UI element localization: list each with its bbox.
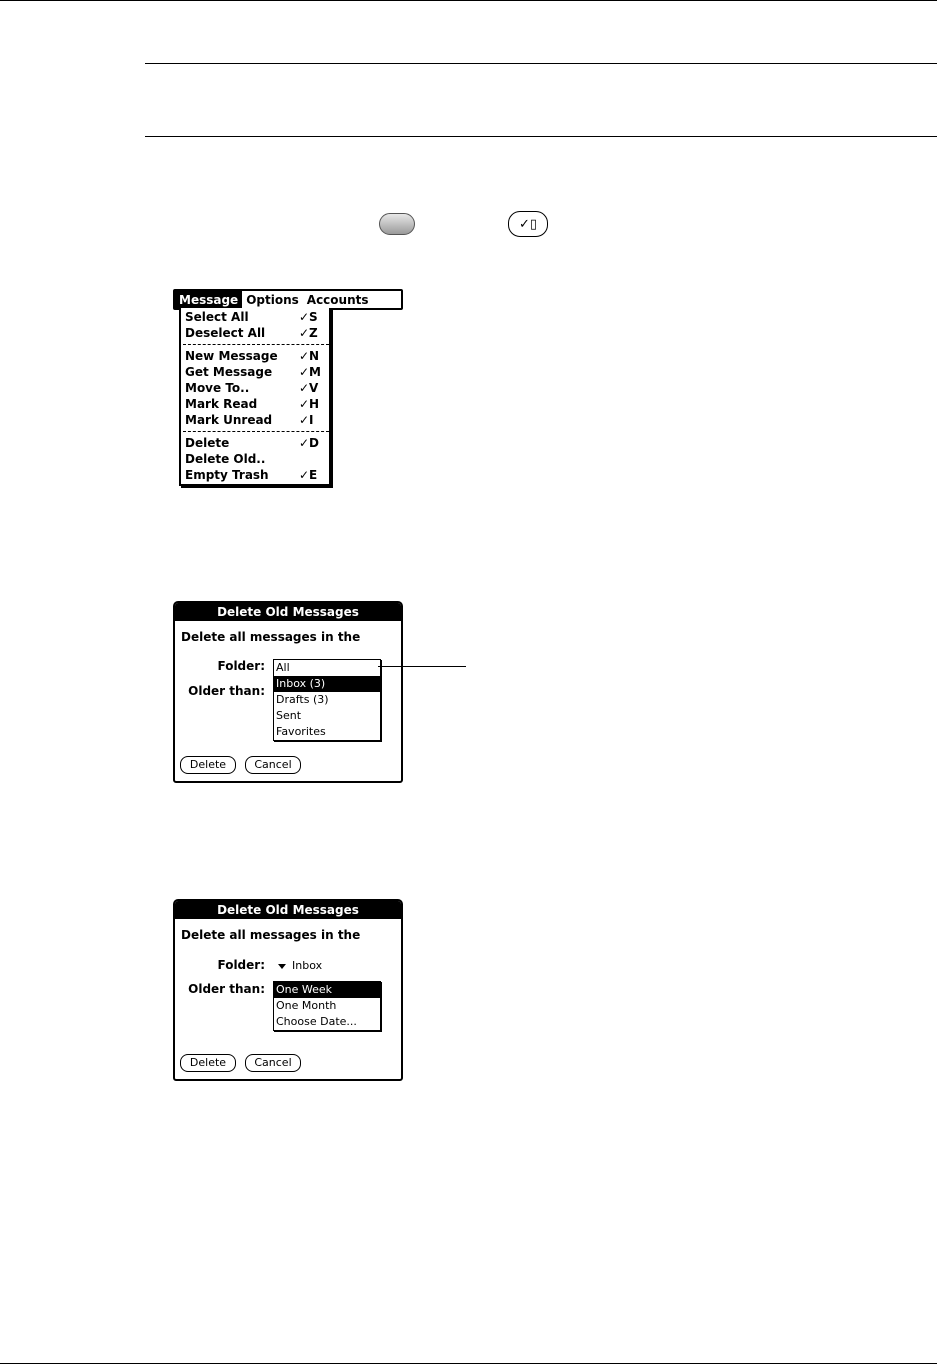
menu-separator xyxy=(183,344,329,345)
folder-value: Inbox xyxy=(292,959,323,972)
older-option-one-week[interactable]: One Week xyxy=(274,982,380,998)
menu-item-empty-trash[interactable]: Empty Trash ✓E xyxy=(185,467,327,483)
folder-label: Folder: xyxy=(217,958,265,972)
delete-button[interactable]: Delete xyxy=(180,756,236,774)
cancel-button[interactable]: Cancel xyxy=(245,756,301,774)
older-than-label: Older than: xyxy=(188,684,265,698)
menu-bar-options[interactable]: Options xyxy=(246,292,299,307)
folder-option-drafts[interactable]: Drafts (3) xyxy=(276,693,329,706)
older-option-choose-date[interactable]: Choose Date... xyxy=(276,1015,357,1028)
command-stroke-icon: ✓▯ xyxy=(508,211,548,237)
shortcut-label: ✓M xyxy=(299,365,321,379)
menu-bar-message[interactable]: Message xyxy=(175,291,242,308)
message-menu xyxy=(179,308,331,486)
menu-separator xyxy=(183,431,329,432)
dialog-prompt: Delete all messages in the xyxy=(181,630,361,644)
menu-item-select-all[interactable]: Select All ✓S xyxy=(185,309,327,325)
folder-option-favorites[interactable]: Favorites xyxy=(276,725,326,738)
header-rule-lower xyxy=(145,136,937,137)
folder-option-inbox[interactable]: Inbox (3) xyxy=(274,676,380,692)
delete-old-dialog-older xyxy=(173,899,403,1081)
bottom-rule xyxy=(0,1363,937,1364)
menu-item-delete[interactable]: Delete ✓D xyxy=(185,435,327,451)
shortcut-label: ✓V xyxy=(299,381,319,395)
menu-item-get-message[interactable]: Get Message ✓M xyxy=(185,364,327,380)
folder-trigger[interactable] xyxy=(278,959,322,972)
shortcut-label: ✓N xyxy=(299,349,320,363)
menu-bar xyxy=(173,289,403,310)
menu-button-icon xyxy=(379,213,415,235)
folder-label: Folder: xyxy=(217,659,265,673)
shortcut-label: ✓E xyxy=(299,468,318,482)
menu-item-delete-old[interactable]: Delete Old.. xyxy=(185,452,266,466)
menu-bar-accounts[interactable]: Accounts xyxy=(306,292,369,307)
shortcut-label: ✓I xyxy=(299,413,314,427)
delete-old-dialog-folder xyxy=(173,601,403,783)
menu-item-move-to[interactable]: Move To.. ✓V xyxy=(185,380,327,396)
shortcut-label: ✓S xyxy=(299,310,318,324)
dropdown-triangle-icon xyxy=(278,964,286,969)
cancel-button[interactable]: Cancel xyxy=(245,1054,301,1072)
callout-line xyxy=(378,666,466,667)
menu-item-new-message[interactable]: New Message ✓N xyxy=(185,348,327,364)
menu-item-mark-unread[interactable]: Mark Unread ✓I xyxy=(185,412,327,428)
folder-option-all[interactable]: All xyxy=(276,661,290,674)
menu-item-deselect-all[interactable]: Deselect All ✓Z xyxy=(185,325,327,341)
folder-option-sent[interactable]: Sent xyxy=(276,709,302,722)
shortcut-label: ✓Z xyxy=(299,326,318,340)
older-option-one-month[interactable]: One Month xyxy=(276,999,337,1012)
shortcut-label: ✓D xyxy=(299,436,320,450)
top-rule xyxy=(0,0,937,1)
delete-button[interactable]: Delete xyxy=(180,1054,236,1072)
dialog-title: Delete Old Messages xyxy=(175,603,401,621)
dialog-prompt: Delete all messages in the xyxy=(181,928,361,942)
menu-item-mark-read[interactable]: Mark Read ✓H xyxy=(185,396,327,412)
shortcut-label: ✓H xyxy=(299,397,320,411)
folder-popup-list[interactable] xyxy=(273,659,381,741)
older-than-label: Older than: xyxy=(188,982,265,996)
dialog-title: Delete Old Messages xyxy=(175,901,401,919)
header-rule-upper xyxy=(145,63,937,64)
older-than-popup-list[interactable] xyxy=(273,981,381,1031)
